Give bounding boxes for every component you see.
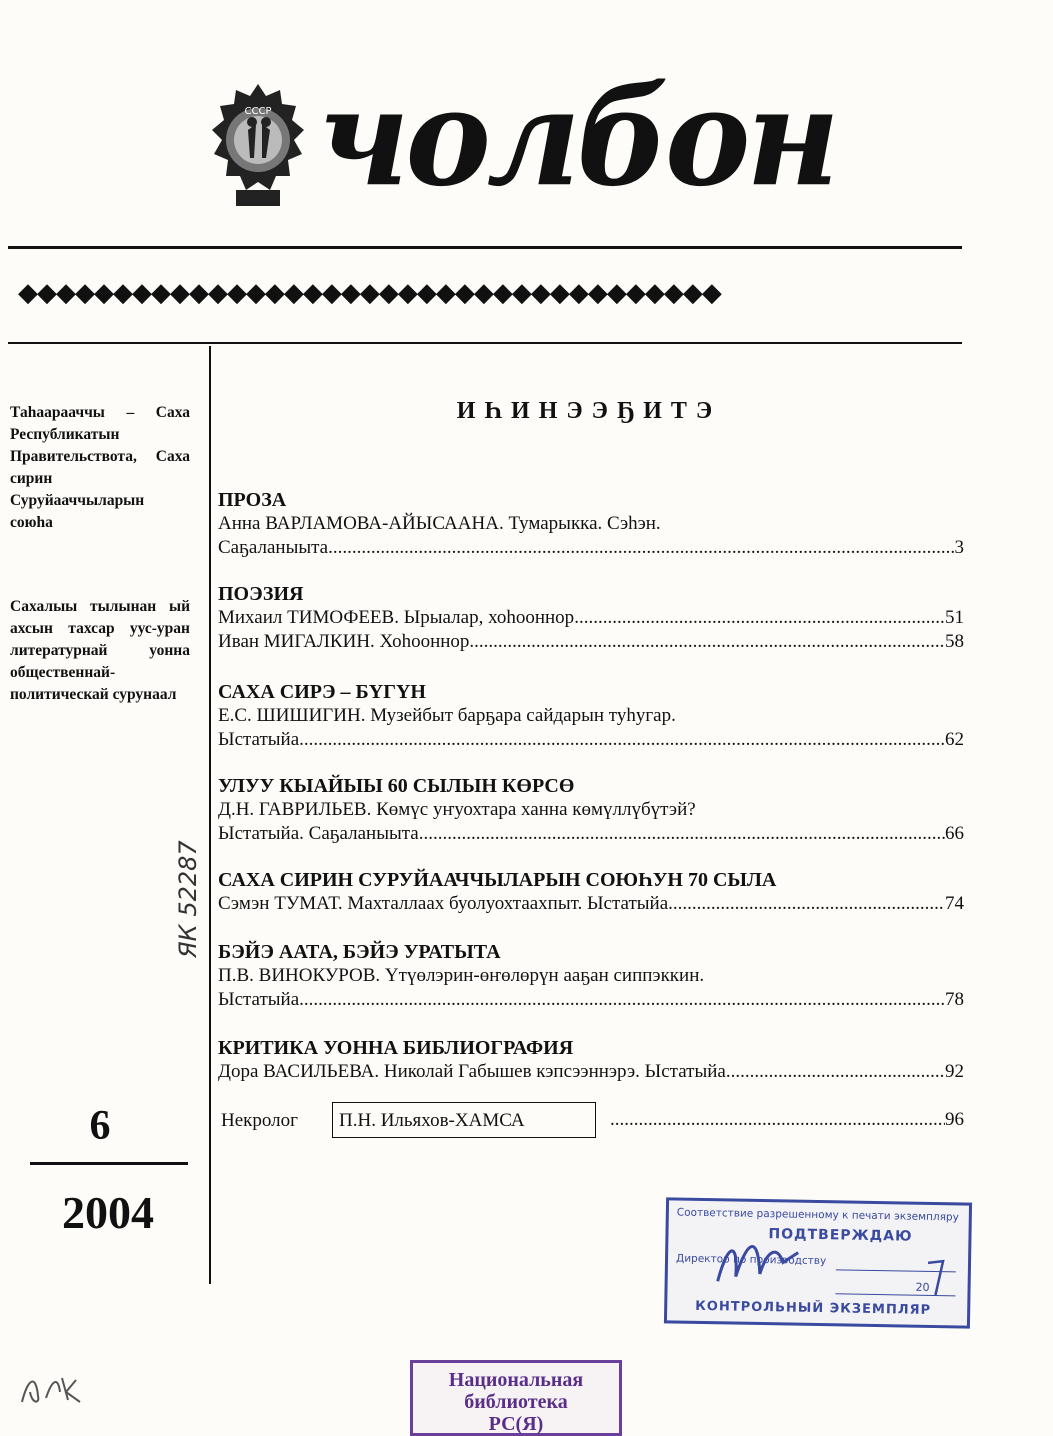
page-number: 66 [945, 823, 964, 844]
section-heading: САХА СИРИН СУРУЙААЧЧЫЛАРЫН СОЮҺУН 70 СЫЛА [218, 869, 777, 891]
emblem-logo [206, 80, 310, 214]
stamp-year: 20 [915, 1280, 930, 1294]
page-number: 62 [945, 729, 964, 750]
toc-line[interactable] [218, 606, 964, 630]
toc-entry-text: Сэмэн ТУМАТ. Махталлаах буолуохтаахпыт. Ыстатыйа [218, 893, 669, 914]
issue-rule [30, 1162, 188, 1165]
journal-description: Сахалыы тылынан ый ахсын тахсар уус-уран литературнай уонна общественнай-политическай сурунаал [10, 598, 190, 703]
publisher-text: Таhаарааччы – Саха Республикатын Правительствота, Саха сирин Суруйааччыларын союhа [10, 404, 190, 531]
dot-leader [299, 988, 945, 1012]
dot-leader [469, 630, 945, 654]
section-writers-union-70 [218, 868, 964, 916]
toc-entry-text: Саҕаланыыта [218, 537, 329, 558]
toc-line[interactable] [218, 536, 964, 560]
section-heading: ПРОЗА [218, 489, 287, 511]
stamp-confirm: ПОДТВЕРЖДАЮ [768, 1226, 913, 1245]
section-criticism [218, 1036, 964, 1084]
toc-line [218, 512, 964, 536]
top-rule [8, 246, 962, 249]
section-poetry [218, 582, 964, 654]
dot-leader [668, 892, 945, 916]
toc-line [218, 704, 964, 728]
library-stamp [410, 1360, 622, 1436]
stamp-line: Директор по производству [675, 1252, 827, 1268]
section-heading: ПОЭЗИЯ [218, 583, 304, 605]
dot-leader [726, 1060, 945, 1084]
necrology-name-box: П.Н. Ильяхов-ХАМСА [332, 1102, 596, 1138]
dot-leader [610, 1108, 945, 1132]
toc-entry-text: Михаил ТИМОФЕЕВ. Ырыалар, хоhооннор [218, 607, 575, 628]
section-heading: УЛУУ КЫАЙЫЫ 60 СЫЛЫН КӨРСӨ [218, 775, 575, 797]
emblem-text: СССР [244, 106, 272, 117]
section-heading: САХА СИРЭ – БYГYН [218, 681, 426, 703]
toc-line[interactable] [218, 630, 964, 654]
dot-leader [299, 728, 945, 752]
section-heading: БЭЙЭ ААТА, БЭЙЭ УРАТЫТА [218, 941, 501, 963]
handwritten-code-text: ЯК 52287 [174, 840, 202, 958]
necrology-label: Некролог [221, 1110, 298, 1131]
toc-entry-text: Дора ВАСИЛЬЕВА. Николай Габышев кэпсээннэрэ. Ыстатыйа [218, 1061, 726, 1082]
toc-entry-text: Анна ВАРЛАМОВА-АЙЫСААНА. Тумарыкка. Сэhэн. [218, 513, 661, 534]
signature-mark [687, 1221, 958, 1306]
issue-number: 6 [89, 1103, 111, 1149]
toc-line[interactable] [218, 822, 964, 846]
toc-line [218, 964, 964, 988]
contents-title: ИҺИНЭЭҔИТЭ [456, 398, 722, 424]
library-stamp-line: Национальная [448, 1369, 584, 1391]
section-prose [218, 488, 964, 560]
middle-rule [8, 342, 962, 344]
toc-entry-text: Ыстатыйа [218, 729, 300, 750]
toc-line[interactable] [218, 892, 964, 916]
magazine-title: чолбон [318, 59, 836, 217]
toc-entry-text: Д.Н. ГАВРИЛЬЕВ. Көмүс уҥуохтара ханна көмүллүбүтэй? [218, 799, 696, 820]
section-own-name [218, 940, 964, 1012]
page-number: 3 [954, 537, 964, 558]
diamond-ornament: ◆◆◆◆◆◆◆◆◆◆◆◆◆◆◆◆◆◆◆◆◆◆◆◆◆◆◆◆◆◆◆◆◆◆◆◆◆ [18, 280, 721, 306]
toc-line[interactable] [218, 1060, 964, 1084]
toc-line[interactable] [218, 728, 964, 752]
section-sakha-today [218, 680, 964, 752]
necrology-page-row[interactable] [610, 1108, 964, 1132]
section-heading: КРИТИКА УОННА БИБЛИОГРАФИЯ [218, 1037, 574, 1059]
page-number: 58 [945, 631, 964, 652]
toc-entry-text: П.В. ВИНОКУРОВ. Yтүөлэрин-өҥөлөрүн ааҕан сиппэккин. [218, 965, 705, 986]
dot-leader [328, 536, 954, 560]
library-stamp-line: РС(Я) [488, 1413, 544, 1435]
dot-leader [419, 822, 945, 846]
dot-leader [574, 606, 945, 630]
toc-line [218, 798, 964, 822]
toc-entry-text: Ыстатыйа [218, 989, 300, 1010]
toc-entry-text: Ыстатыйа. Саҕаланыыта [218, 823, 419, 844]
toc-entry-text: Е.С. ШИШИГИН. Музейбыт барҕара сайдарын туhугар. [218, 705, 676, 726]
page-number: 74 [945, 893, 964, 914]
page-number: 78 [945, 989, 964, 1010]
page-number: 51 [945, 607, 964, 628]
handwritten-call-number [170, 790, 210, 960]
toc-line[interactable] [218, 988, 964, 1012]
control-copy-stamp [664, 1197, 972, 1328]
toc-entry-text: Иван МИГАЛКИН. Хоhооннор [218, 631, 470, 652]
issue-year: 2004 [62, 1187, 154, 1238]
page-number: 92 [945, 1061, 964, 1082]
stamp-control-copy: КОНТРОЛЬНЫЙ ЭКЗЕМПЛЯР [695, 1298, 932, 1318]
section-victory-60 [218, 774, 964, 846]
stamp-line: Соответствие разрешенному к печати экземпляру [676, 1206, 959, 1224]
library-stamp-line: библиотека [464, 1391, 568, 1413]
page-number: 96 [945, 1109, 964, 1130]
handwritten-scribble [18, 1368, 88, 1408]
